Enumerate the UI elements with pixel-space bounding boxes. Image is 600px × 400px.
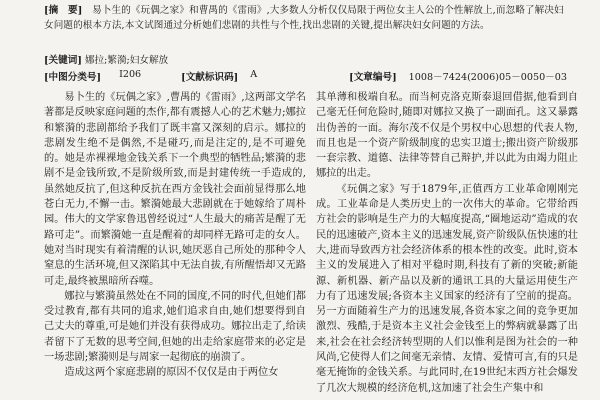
doc-code-label: [文献标识码]: [181, 72, 239, 83]
right-column: [316, 90, 578, 396]
abstract-block: [44, 4, 564, 33]
abstract-text: 易卜生的《玩偶之家》和曹禺的《雷雨》,大多数人分析仅仅局限于两位女主人公的个性解放上,而忽略了解决妇女问题的根本方法,本文试图通过分析她们悲剧的共性与个性,找出悲剧的关键,提出解决妇女问题的方法。: [44, 5, 564, 31]
abstract-label: [摘 要]: [44, 5, 83, 16]
keywords-line: [44, 52, 168, 66]
body-paragraph: 其单薄和极端自私。而当柯克洛克斯泰退回借据,他看到自己毫无任何危险时,随即对娜拉又换了一副面孔。这又暴露出伪善的一面。海尔茂不仅是个男权中心思想的代表人物,而且也是一个资产阶级制度的忠实卫道士;搬出资产阶级那一套宗教、道德、法律等替自己辩护,并以此为由竭力阻止娜拉的出走。: [316, 92, 578, 180]
clc-label: [中图分类号]: [44, 72, 102, 83]
body-paragraph: 《玩偶之家》写于1879年,正值西方工业革命刚刚完成。工业革命是人类历史上的一次伟大的革命。它带给西方社会的影响是生产力的大幅度提高,“圈地运动”造成的农民的迅速破产,资本主义的迅速发展,资产阶级队伍快速的壮大,进而导致西方社会经济体系的根本性的改变。此时,资本主义的发展进入了相对平稳时期,科技有了新的突破;新能源、新机器、新产品以及新的通讯工具的大量运用使生产力有了迅速发展;各资本主义国家的经济有了空前的提高。另一方面随着生产力的迅速发展,各资本家之间的竞争更加激烈、残酷,于是资本主义社会金钱至上的弊病就暴露了出来,社会在社会经济转型期的人们以惟利是图为社会的一种风尚,它使得人们之间毫无亲情、友情、爱情可言,有的只是毫无掩饰的金钱关系。与此同时,在19世纪末西方社会爆发了几次大规模的经济危机,这加速了社会生产集中和: [316, 183, 578, 394]
clc-value: I206: [119, 69, 142, 80]
keywords-value: 娜拉;繁漪;妇女解放: [84, 55, 169, 66]
doc-code-value: A: [250, 69, 258, 80]
abstract-paragraph: [44, 4, 564, 33]
keywords-label: [关键词]: [44, 55, 82, 66]
article-no-value: 1008－7424(2006)05－0050－03: [408, 72, 567, 83]
left-column: [44, 90, 306, 381]
article-no-label: [文章编号]: [349, 72, 397, 83]
body-paragraph: 造成这两个家庭悲剧的原因不仅仅是由于两位女: [64, 367, 279, 379]
body-paragraph: 易卜生的《玩偶之家》,曹禺的《雷雨》,这两部文学名著都是反映家庭问题的杰作,都有震撼人心的艺术魅力;娜拉和繁漪的悲剧都给予我们了既丰富又深刻的启示。娜拉的悲剧发生绝不是偶然,不是碰巧,而是注定的,是不可避免的。她是赤裸裸地金钱关系下一个典型的牺牲品;繁漪的悲剧不是金钱所致,不是阶级所致,而是封建传统一手造成的,虽然她反抗了,但这种反抗在西方金钱社会面前显得那么地苍白无力,不懈一击。繁漪她最大悲剧就在于她嫁给了周朴园。伟大的文学家鲁迅曾经说过“人生最大的痛苦是醒了无路可走”。而繁漪她一直是醒着的却同样无路可走的女人。她对当时现实有着清醒的认识,她厌恶自己所处的那种令人窒息的生活环境,但又深陷其中无法自拔,有所醒悟却又无路可走,最终被黑暗所吞噬。: [44, 92, 306, 287]
body-paragraph: 娜拉与繁漪虽然处在不同的国度,不同的时代,但她们都受过教育,都有共同的追求,她们追求自由,她们想要得到自己丈夫的尊重,可是她们并没有获得成功。娜拉出走了,给读者留下了无数的思考空间,但她的出走给家庭带来的必定是一场悲剧;繁漪则是与周家一起彻底的崩溃了。: [44, 290, 306, 364]
classification-line: [44, 69, 567, 83]
